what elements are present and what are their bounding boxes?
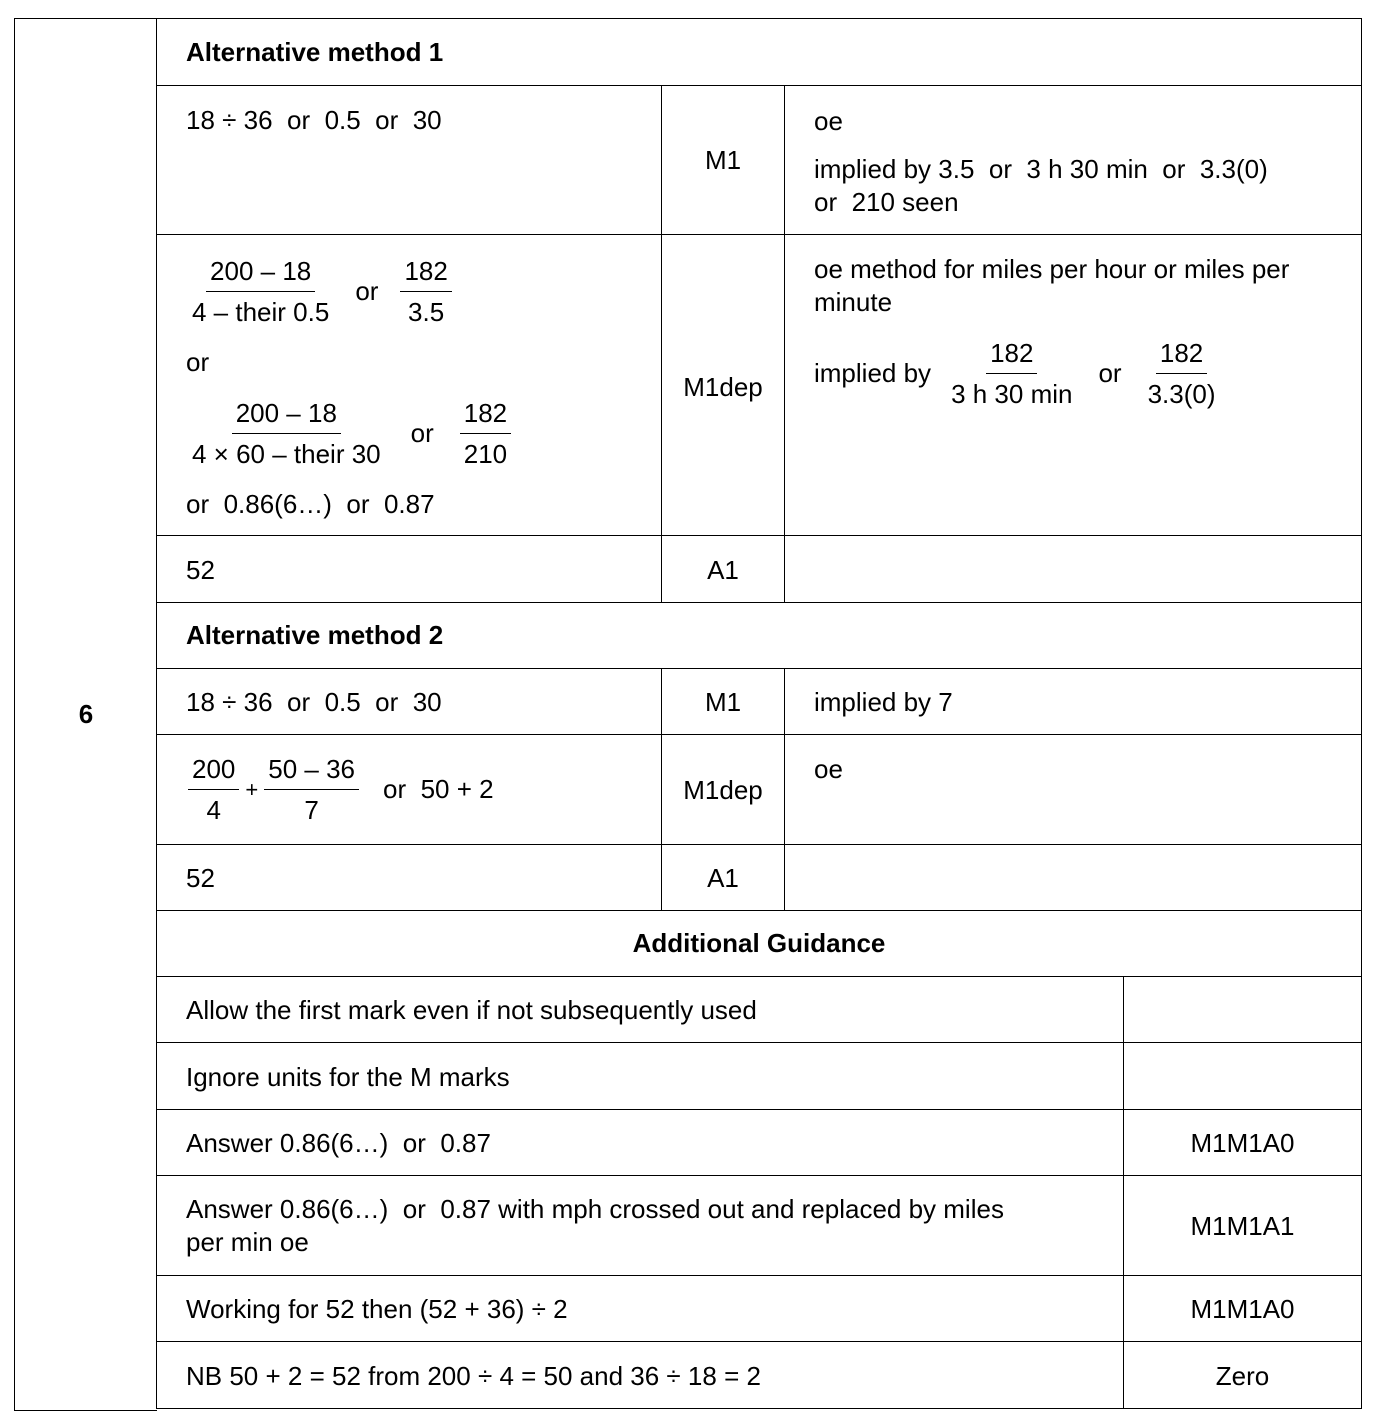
alt2-heading: Alternative method 2 — [186, 620, 444, 650]
alt2-row1-working: 18 ÷ 36 or 0.5 or 30 — [186, 687, 442, 717]
alt1-heading-row — [156, 18, 1362, 86]
guidance-row-4-mark-cell — [1123, 1175, 1362, 1276]
guidance-row-1-mark-cell — [1123, 976, 1362, 1043]
alt1-row1-comment-cell — [784, 85, 1362, 235]
alt1-row2-comment-line1: oe method for miles per hour or miles per — [814, 254, 1290, 284]
or-text: or — [355, 276, 379, 306]
fraction-5-denominator: 4 — [206, 795, 221, 825]
alt1-row2-fraction-line2 — [184, 395, 515, 472]
fraction-3-numerator: 200 – 18 — [232, 395, 341, 434]
alt1-row3-working-cell — [156, 535, 662, 603]
fraction-4-denominator: 210 — [463, 439, 508, 469]
guidance-row-2-mark-cell — [1123, 1042, 1362, 1110]
alt2-row1-mark-cell — [661, 668, 785, 735]
guidance-heading: Additional Guidance — [632, 928, 886, 958]
or-text: or — [1098, 358, 1122, 388]
alt1-row1-working-cell — [156, 85, 662, 235]
guidance-row-6-text-cell — [156, 1341, 1124, 1409]
guidance-row-6-mark-cell — [1123, 1341, 1362, 1409]
comment-fraction-1-denominator: 3 h 30 min — [951, 379, 1073, 409]
guidance-text: NB 50 + 2 = 52 from 200 ÷ 4 = 50 and 36 ÷ 18 = 2 — [186, 1361, 761, 1391]
fraction-4-numerator: 182 — [460, 395, 511, 434]
comment-fraction-2 — [1144, 335, 1220, 412]
alt1-row1-mark: M1 — [704, 145, 742, 175]
guidance-text: Answer 0.86(6…) or 0.87 — [186, 1128, 491, 1158]
alt1-row3-working: 52 — [186, 555, 215, 585]
fraction-3 — [188, 395, 385, 472]
alt1-row1-comment-oe: oe — [814, 106, 843, 136]
alt2-row3-mark-cell — [661, 844, 785, 911]
alt1-row1-comment-210: or 210 seen — [814, 187, 959, 217]
fraction-5-numerator: 200 — [188, 751, 239, 790]
alt2-row1-comment: implied by 7 — [814, 687, 953, 717]
or-line: or — [186, 347, 210, 377]
alt1-row1-comment-implied: implied by 3.5 or 3 h 30 min or 3.3(0) — [814, 154, 1268, 184]
guidance-text: Ignore units for the M marks — [186, 1062, 510, 1092]
alt2-row3-working-cell — [156, 844, 662, 911]
alt2-row2-comment: oe — [814, 754, 843, 784]
guidance-row-3-text-cell — [156, 1109, 1124, 1176]
alt1-row1-working: 18 ÷ 36 or 0.5 or 30 — [186, 105, 442, 135]
mark-scheme-table — [14, 18, 1362, 1411]
alt2-row2-mark-cell — [661, 734, 785, 845]
fraction-1-numerator: 200 – 18 — [206, 253, 315, 292]
alt1-row3-mark: A1 — [707, 555, 739, 585]
guidance-row-5-text-cell — [156, 1275, 1124, 1342]
alt1-row2-working-cell — [156, 234, 662, 536]
alt1-row2-comment-line2: minute — [814, 287, 893, 317]
question-number: 6 — [78, 699, 94, 729]
fraction-2-numerator: 182 — [400, 253, 451, 292]
alt2-row1-mark: M1 — [704, 687, 742, 717]
guidance-text-continued: per min oe — [186, 1227, 309, 1257]
alt2-heading-row — [156, 602, 1362, 669]
alt1-row2-comment-cell — [784, 234, 1362, 536]
alt1-row2-mark: M1dep — [683, 372, 763, 402]
alt2-row3-comment-cell — [784, 844, 1362, 911]
alt1-heading: Alternative method 1 — [186, 37, 444, 67]
guidance-text: Working for 52 then (52 + 36) ÷ 2 — [186, 1294, 568, 1324]
comment-fraction-1 — [947, 335, 1076, 412]
comment-fraction-2-denominator: 3.3(0) — [1147, 379, 1216, 409]
alt1-row2-mark-cell — [661, 234, 785, 536]
alt2-row2-working-cell — [156, 734, 662, 845]
guidance-mark: M1M1A0 — [1190, 1294, 1295, 1324]
plus-sign: + — [245, 776, 259, 802]
alt1-row2-fraction-line1 — [184, 253, 456, 330]
guidance-row-2-text-cell — [156, 1042, 1124, 1110]
alt1-row3-mark-cell — [661, 535, 785, 603]
fraction-6-denominator: 7 — [304, 795, 319, 825]
alt1-row2-tail: or 0.86(6…) or 0.87 — [186, 489, 435, 519]
alt2-row3-working: 52 — [186, 863, 215, 893]
fraction-1-denominator: 4 – their 0.5 — [192, 297, 330, 327]
or-text: or — [410, 418, 434, 448]
alt1-row2-comment-implied — [814, 335, 1224, 412]
fraction-6-numerator: 50 – 36 — [264, 751, 359, 790]
fraction-2-denominator: 3.5 — [408, 297, 445, 327]
fraction-1 — [188, 253, 333, 330]
implied-by-text: implied by — [814, 358, 932, 388]
guidance-mark: Zero — [1215, 1361, 1270, 1391]
alt2-row1-comment-cell — [784, 668, 1362, 735]
guidance-row-5-mark-cell — [1123, 1275, 1362, 1342]
alt1-row1-mark-cell — [661, 85, 785, 235]
guidance-text: Allow the first mark even if not subsequently used — [186, 995, 757, 1025]
alt2-row2-fraction-line — [184, 751, 494, 828]
fraction-4 — [460, 395, 511, 472]
alt1-row3-comment-cell — [784, 535, 1362, 603]
guidance-row-1-text-cell — [156, 976, 1124, 1043]
alt2-row2-mark: M1dep — [683, 775, 763, 805]
fraction-3-denominator: 4 × 60 – their 30 — [192, 439, 381, 469]
alt2-row2-tail: or 50 + 2 — [383, 774, 494, 804]
comment-fraction-2-numerator: 182 — [1156, 335, 1207, 374]
guidance-text: Answer 0.86(6…) or 0.87 with mph crossed out and replaced by miles — [186, 1194, 1004, 1224]
guidance-mark: M1M1A1 — [1190, 1211, 1295, 1241]
alt2-row1-working-cell — [156, 668, 662, 735]
guidance-mark: M1M1A0 — [1190, 1128, 1295, 1158]
guidance-row-4-text-cell — [156, 1175, 1124, 1276]
question-column — [14, 18, 157, 1411]
comment-fraction-1-numerator: 182 — [986, 335, 1037, 374]
alt2-row3-mark: A1 — [707, 863, 739, 893]
alt2-row2-comment-cell — [784, 734, 1362, 845]
fraction-5 — [188, 751, 239, 828]
fraction-6 — [264, 751, 359, 828]
guidance-heading-row — [156, 910, 1362, 977]
guidance-row-3-mark-cell — [1123, 1109, 1362, 1176]
fraction-2 — [400, 253, 451, 330]
